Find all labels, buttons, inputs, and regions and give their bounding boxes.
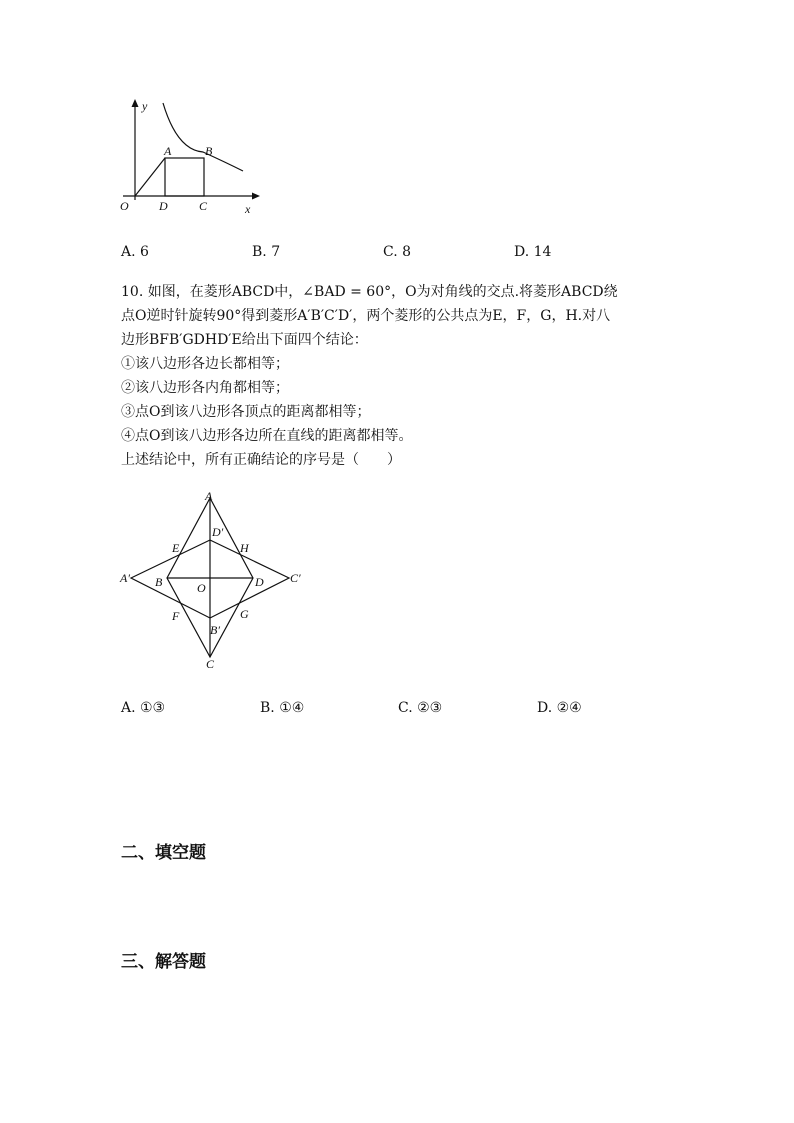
q10-option-c[interactable]: C. ②③ — [398, 700, 443, 716]
q10-statement-1: ①该八边形各边长都相等； — [121, 356, 289, 372]
q10-statement-3: ③点O到该八边形各顶点的距离都相等； — [121, 404, 371, 420]
label-b: B — [205, 144, 213, 158]
q10-option-d[interactable]: D. ②④ — [537, 700, 582, 716]
label-g: G — [240, 607, 249, 621]
section-heading-solutions: 三、解答题 — [121, 952, 206, 972]
q9-option-c[interactable]: C. 8 — [383, 244, 412, 260]
q9-figure — [115, 95, 265, 220]
y-axis-arrow — [132, 99, 139, 107]
label-a: A — [164, 144, 172, 158]
section-heading-fill-blank: 二、填空题 — [121, 843, 206, 863]
q9-option-a[interactable]: A. 6 — [121, 244, 149, 260]
label-b: B — [155, 575, 163, 589]
q10-option-a[interactable]: A. ①③ — [121, 700, 166, 716]
label-a: A — [205, 489, 213, 503]
label-f: F — [172, 609, 180, 623]
q10-statement-4: ④点O到该八边形各边所在直线的距离都相等。 — [121, 428, 413, 444]
label-a-prime: A′ — [120, 571, 130, 585]
q10-stem — [121, 281, 618, 473]
q10-question: 上述结论中，所有正确结论的序号是（ ） — [121, 452, 401, 468]
q10-line-3: 边形BFB′GDHD′E给出下面四个结论： — [121, 332, 368, 348]
label-h: H — [240, 541, 249, 555]
label-y: y — [142, 99, 148, 113]
hyperbola-curve — [163, 103, 243, 171]
label-b-prime: B′ — [210, 623, 220, 637]
x-axis-arrow — [252, 193, 260, 200]
label-d: D — [255, 575, 264, 589]
q10-statement-2: ②该八边形各内角都相等； — [121, 380, 289, 396]
label-e: E — [172, 541, 180, 555]
label-c: C — [199, 199, 208, 213]
q10-figure — [115, 488, 315, 673]
label-c: C — [206, 657, 215, 671]
label-c-prime: C′ — [290, 571, 301, 585]
label-d: D — [159, 199, 168, 213]
q10-line-2: 点O逆时针旋转90°得到菱形A′B′C′D′，两个菱形的公共点为E，F，G，H.对八 — [121, 308, 611, 324]
q10-line-1: 10. 如图，在菱形ABCD中，∠BAD = 60°，O为对角线的交点.将菱形ABCD绕 — [121, 284, 618, 300]
label-d-prime: D′ — [212, 525, 224, 539]
label-x: x — [245, 202, 251, 216]
rectangle-abcd — [165, 158, 204, 196]
q9-option-d[interactable]: D. 14 — [514, 244, 552, 260]
label-o: O — [120, 199, 129, 213]
q10-option-b[interactable]: B. ①④ — [260, 700, 305, 716]
q9-option-b[interactable]: B. 7 — [252, 244, 281, 260]
label-o: O — [197, 581, 206, 595]
segment-oa — [135, 158, 165, 196]
